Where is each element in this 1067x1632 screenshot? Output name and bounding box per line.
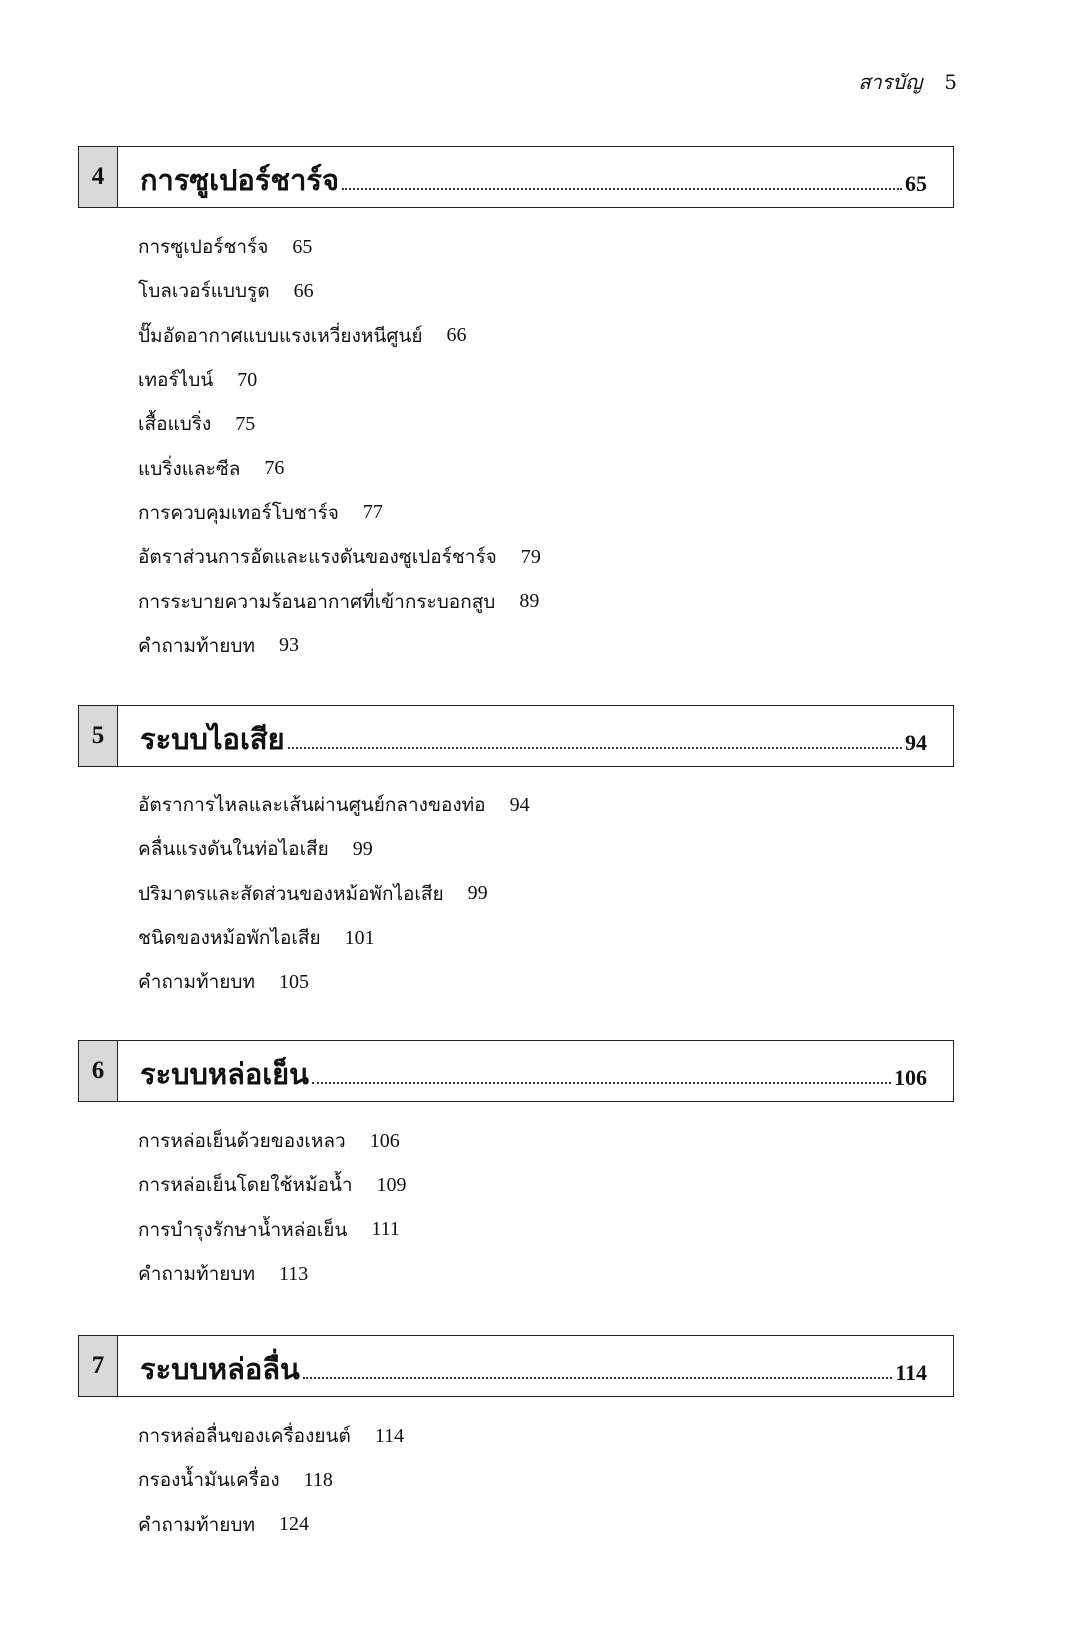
entry-title: การหล่อเย็นด้วยของเหลว [138, 1130, 346, 1153]
entry-title: กรองน้ำมันเครื่อง [138, 1469, 280, 1492]
chapter-header [78, 1040, 954, 1102]
entry-page: 101 [344, 926, 375, 949]
toc-entry [138, 314, 954, 358]
entry-page: 70 [237, 368, 258, 391]
entry-page: 106 [369, 1129, 400, 1152]
chapter-entries [78, 1119, 954, 1296]
entry-title: ปั๊มอัดอากาศแบบแรงเหวี่ยงหนีศูนย์ [138, 324, 423, 347]
entry-page: 76 [264, 457, 285, 480]
toc-entry [138, 1119, 954, 1163]
entry-title: การหล่อลื่นของเครื่องยนต์ [138, 1425, 351, 1448]
toc-entry [138, 783, 954, 827]
dot-leader [303, 1377, 892, 1379]
entry-title: แบริ่งและซีล [138, 457, 241, 480]
entry-title: คำถามท้ายบท [138, 634, 255, 657]
chapter-number: 4 [79, 147, 118, 207]
chapter-title-row [118, 1041, 953, 1101]
entry-page: 111 [371, 1218, 400, 1241]
entry-title: การซูเปอร์ชาร์จ [138, 236, 269, 259]
entry-title: โบลเวอร์แบบรูต [138, 280, 270, 303]
chapter-number: 6 [79, 1041, 118, 1101]
chapter-entries [78, 783, 954, 1004]
toc-entry [138, 535, 954, 579]
toc-entry [138, 269, 954, 313]
chapter-title: ระบบหล่อเย็น [140, 1057, 310, 1091]
entry-title: ชนิดของหม้อพักไอเสีย [138, 927, 321, 950]
chapter-title: ระบบหล่อลื่น [140, 1352, 300, 1386]
entry-title: การหล่อเย็นโดยใช้หม้อน้ำ [138, 1174, 353, 1197]
entry-page: 93 [279, 634, 299, 657]
chapter-entries [78, 1414, 954, 1547]
entry-page: 109 [376, 1173, 407, 1196]
running-head [858, 66, 957, 98]
toc-entry [138, 916, 954, 960]
entry-title: คำถามท้ายบท [138, 1263, 255, 1286]
toc-entry [138, 827, 954, 871]
chapter-5 [78, 705, 954, 1004]
entry-page: 77 [362, 501, 383, 524]
entry-page: 66 [446, 324, 467, 347]
entry-page: 124 [279, 1513, 309, 1536]
toc-entry [138, 624, 954, 668]
entry-title: การระบายความร้อนอากาศที่เข้ากระบอกสูบ [138, 590, 496, 613]
toc-entry [138, 579, 954, 623]
dot-leader [288, 747, 902, 749]
toc-entry [138, 1503, 954, 1547]
toc-entry [138, 402, 954, 446]
entry-title: การบำรุงรักษาน้ำหล่อเย็น [138, 1218, 348, 1241]
toc-entry [138, 358, 954, 402]
entry-page: 113 [279, 1262, 309, 1285]
toc-entry [138, 1208, 954, 1252]
entry-title: คลื่นแรงดันในท่อไอเสีย [138, 838, 329, 861]
chapter-page: 114 [895, 1360, 927, 1385]
chapter-header [78, 705, 954, 767]
chapter-header [78, 1335, 954, 1397]
toc-entry [138, 446, 954, 490]
entry-title: คำถามท้ายบท [138, 1513, 255, 1536]
toc-entry [138, 1163, 954, 1207]
toc-entry [138, 872, 954, 916]
chapter-title-row [118, 706, 953, 766]
chapter-6 [78, 1040, 954, 1296]
chapter-page: 106 [894, 1065, 927, 1090]
toc-entry [138, 1414, 954, 1458]
dot-leader [342, 188, 902, 190]
chapter-header [78, 146, 954, 208]
entry-title: การควบคุมเทอร์โบชาร์จ [138, 501, 339, 524]
entry-page: 105 [279, 970, 309, 993]
dot-leader [312, 1082, 891, 1084]
chapter-number: 7 [79, 1336, 118, 1396]
toc-entry [138, 1458, 954, 1502]
page-number: 5 [944, 70, 957, 94]
toc-entry [138, 491, 954, 535]
toc-entry [138, 960, 954, 1004]
entry-title: เทอร์ไบน์ [138, 369, 214, 392]
chapter-number: 5 [79, 706, 118, 766]
running-head-title: สารบัญ [858, 70, 923, 94]
entry-page: 89 [519, 590, 540, 613]
entry-page: 99 [352, 837, 373, 860]
entry-page: 118 [303, 1468, 333, 1491]
entry-page: 79 [520, 545, 541, 568]
toc-entry [138, 1252, 954, 1296]
entry-page: 94 [509, 793, 530, 816]
entry-title: ปริมาตรและสัดส่วนของหม้อพักไอเสีย [138, 882, 444, 905]
chapter-page: 65 [905, 171, 927, 196]
entry-title: คำถามท้ายบท [138, 971, 255, 994]
chapter-title-row [118, 147, 953, 207]
chapter-7 [78, 1335, 954, 1547]
entry-title: เสื้อแบริ่ง [138, 413, 212, 436]
entry-title: อัตราการไหลและเส้นผ่านศูนย์กลางของท่อ [138, 794, 486, 817]
entry-page: 99 [467, 882, 488, 905]
chapter-page: 94 [905, 730, 927, 755]
entry-page: 75 [235, 412, 256, 435]
entry-page: 114 [374, 1424, 405, 1447]
chapter-title: ระบบไอเสีย [140, 722, 285, 756]
chapter-title: การซูเปอร์ชาร์จ [140, 163, 339, 197]
chapter-4 [78, 146, 954, 668]
chapter-title-row [118, 1336, 953, 1396]
entry-page: 65 [292, 235, 313, 258]
entry-title: อัตราส่วนการอัดและแรงดันของซูเปอร์ชาร์จ [138, 546, 497, 569]
toc-entry [138, 225, 954, 269]
entry-page: 66 [293, 279, 314, 302]
chapter-entries [78, 225, 954, 668]
